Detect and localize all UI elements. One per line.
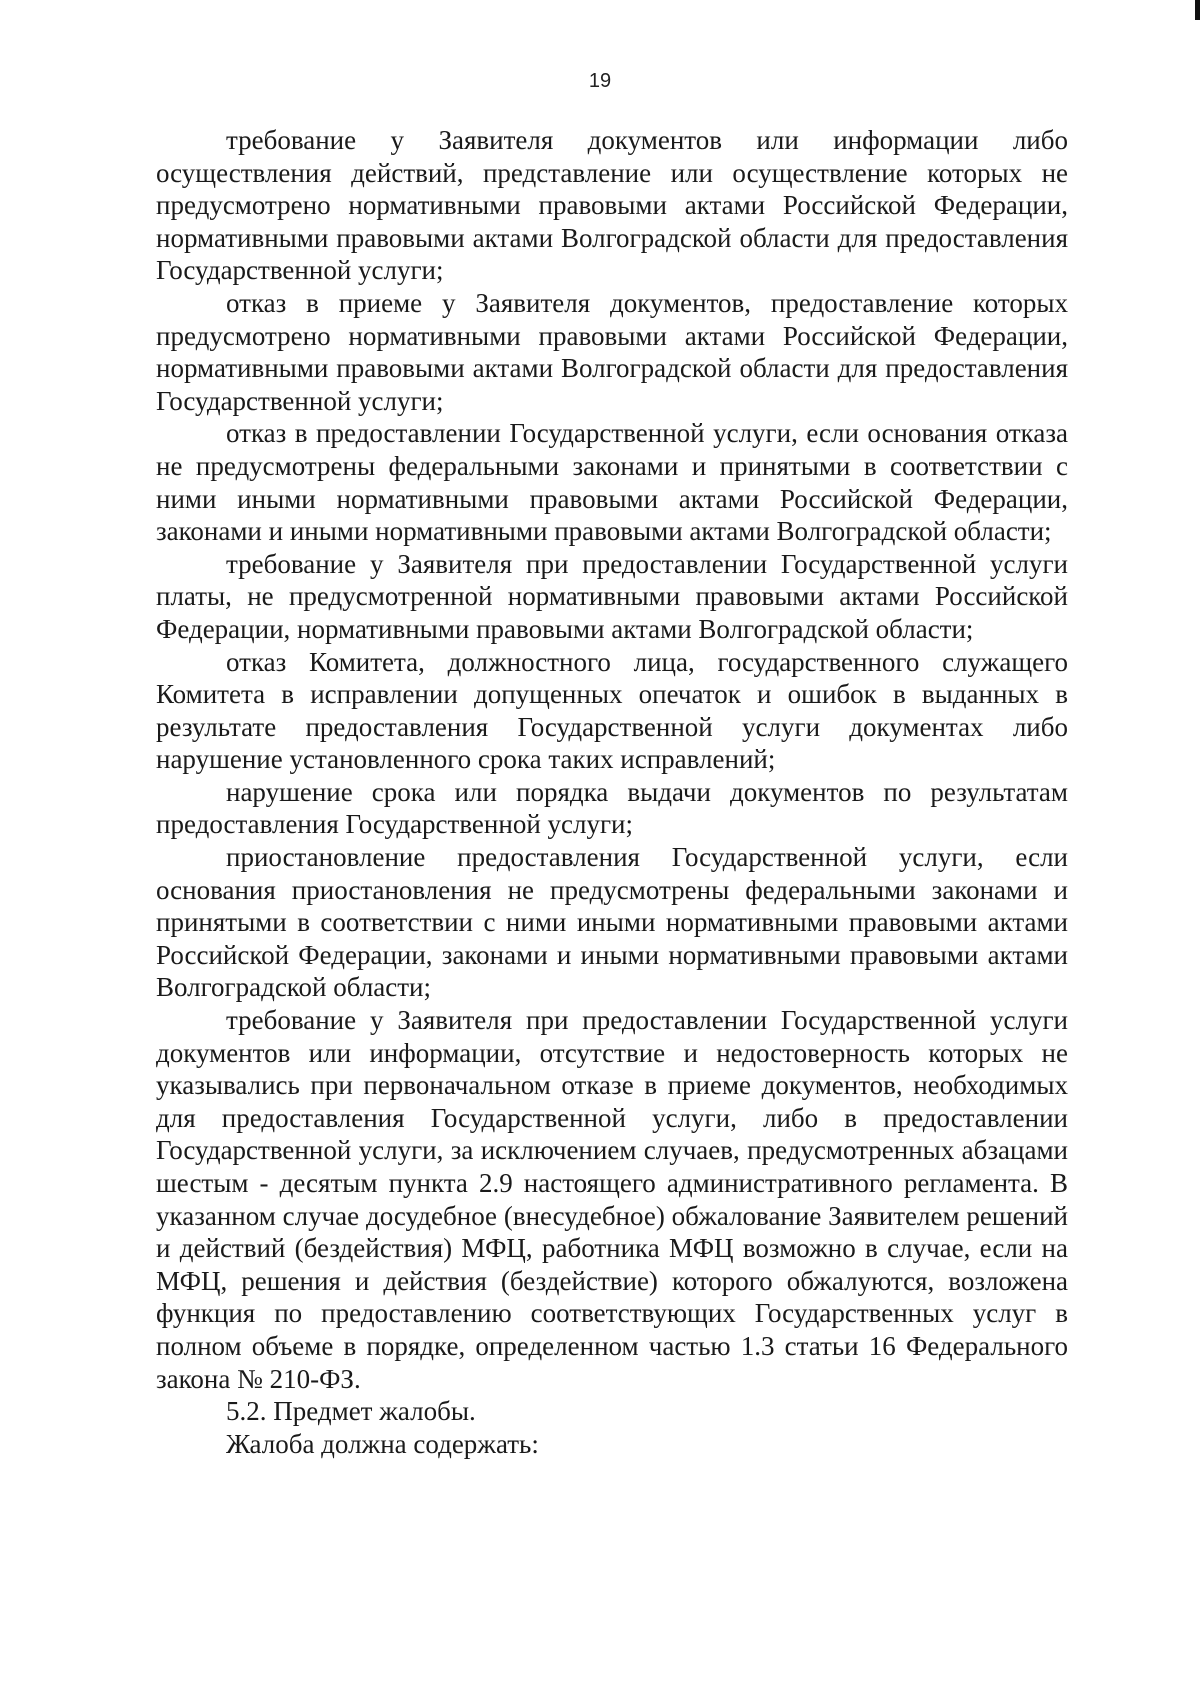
page-number: 19 bbox=[588, 70, 612, 92]
paragraph-refusal-acceptance: отказ в приеме у Заявителя документов, предоставление которых предусмотрено нормативными правовыми актами Российской Федерации, нормативными правовыми актами Волгоградской области для предоставления Государственной услуги; bbox=[156, 287, 1068, 416]
paragraph-refusal-provision: отказ в предоставлении Государственной услуги, если основания отказа не предусмотрены федеральными законами и принятыми в соответствии с ними иными нормативными правовыми актами Российской Федерации, законами и иными нормативными правовыми актами Волгоградской области; bbox=[156, 418, 1068, 547]
paragraph-suspension: приостановление предоставления Государственной услуги, если основания приостановления не предусмотрены федеральными законами и принятыми в соответствии с ними иными нормативными правовыми актами Российской Федерации, законами и иными нормативными правовыми актами Волгоградской области; bbox=[156, 842, 1068, 1003]
paragraph-refusal-corrections: отказ Комитета, должностного лица, государственного служащего Комитета в исправлении допущенных опечаток и ошибок в выданных в результате предоставления Государственной услуги документах либо нарушение установленного срока таких исправлений; bbox=[156, 646, 1068, 775]
section-heading-5-2: 5.2. Предмет жалобы. bbox=[226, 1396, 476, 1427]
paragraph-requirement-documents: требование у Заявителя документов или информации либо осуществления действий, представление или осуществление которых не предусмотрено нормативными правовыми актами Российской Федерации, нормативными правовыми актами Волгоградской области для предоставления Государственной услуги; bbox=[156, 125, 1068, 286]
scan-edge-mark bbox=[1195, 0, 1200, 20]
paragraph-complaint-contents: Жалоба должна содержать: bbox=[226, 1428, 539, 1459]
document-body bbox=[156, 124, 1068, 1460]
paragraph-requirement-payment: требование у Заявителя при предоставлении Государственной услуги платы, не предусмотренной нормативными правовыми актами Российской Федерации, нормативными правовыми актами Волгоградской области; bbox=[156, 548, 1068, 644]
paragraph-violation-deadline: нарушение срока или порядка выдачи документов по результатам предоставления Государственной услуги; bbox=[156, 776, 1068, 840]
paragraph-requirement-info-mfc: требование у Заявителя при предоставлении Государственной услуги документов или информации, отсутствие и недостоверность которых не указывались при первоначальном отказе в приеме документов, необходимых для предоставления Государственной услуги, либо в предоставлении Государственной услуги, за исключением случаев, предусмотренных абзацами шестым - десятым пункта 2.9 настоящего административного регламента. В указанном случае досудебное (внесудебное) обжалование Заявителем решений и действий (бездействия) МФЦ, работника МФЦ возможно в случае, если на МФЦ, решения и действия (бездействие) которого обжалуются, возложена функция по предоставлению соответствующих Государственных услуг в полном объеме в порядке, определенном частью 1.3 статьи 16 Федерального закона № 210-ФЗ. bbox=[156, 1005, 1068, 1394]
